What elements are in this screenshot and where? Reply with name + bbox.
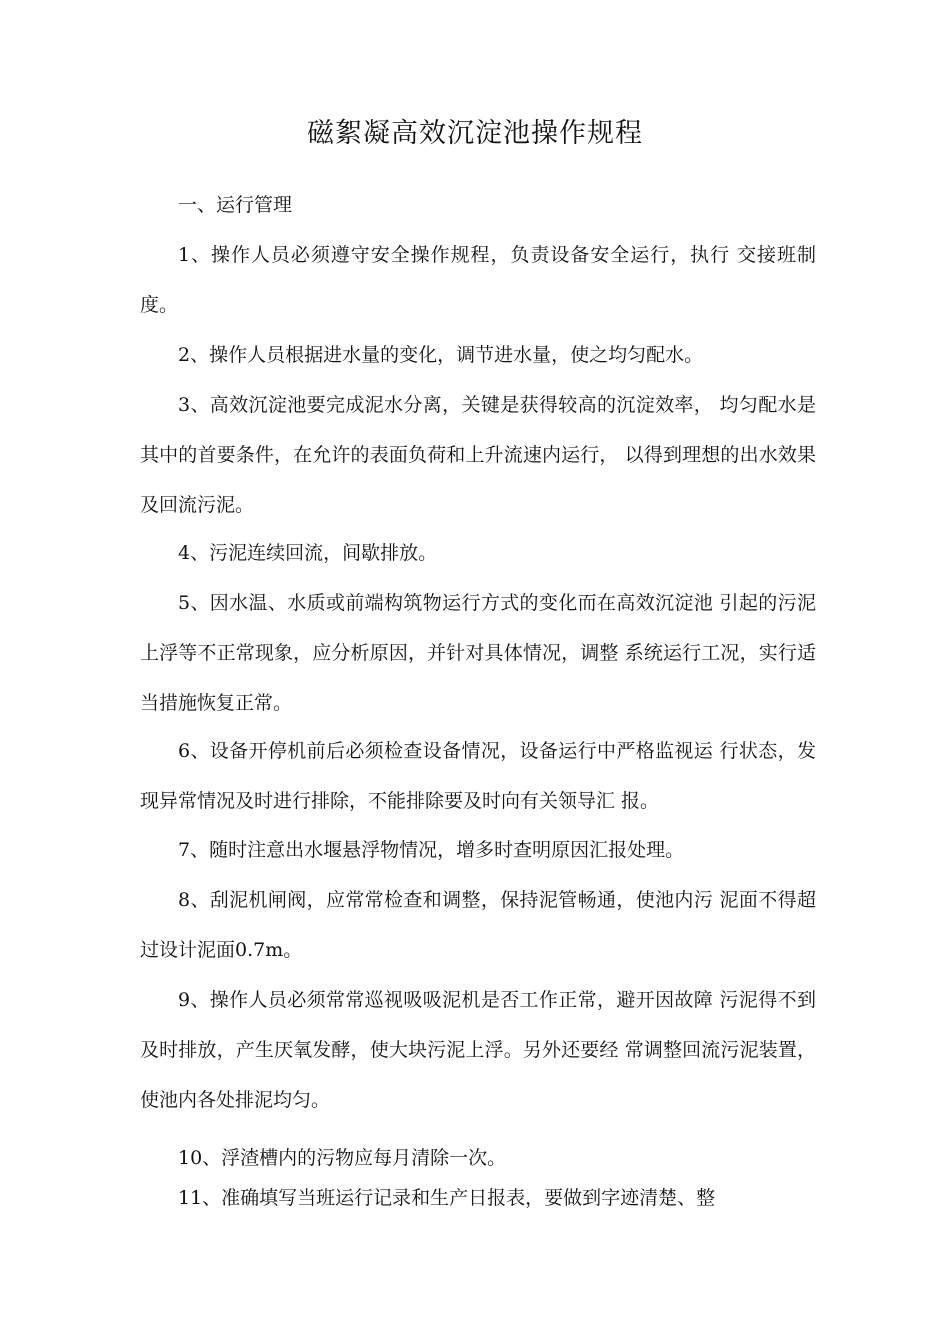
paragraph-item-9: 9、操作人员必须常常巡视吸吸泥机是否工作正常，避开因故障 污泥得不到及时排放，产生厌氧发酵，使大块污泥上浮。另外还要经 常调整回流污泥装置，使池内各处排泥均匀。 [140,989,816,1111]
paragraph-item-10: 10、浮渣槽内的污物应每月清除一次。 [178,1147,507,1169]
paragraph-item-2: 2、操作人员根据进水量的变化，调节进水量，使之均匀配水。 [178,344,704,366]
paragraph-item-8: 8、刮泥机闸阀，应常常检查和调整，保持泥管畅通，使池内污 泥面不得超过设计泥面0.7m。 [140,889,816,961]
section-heading: 一、运行管理 [178,194,293,216]
paragraph-item-3: 3、高效沉淀池要完成泥水分离，关键是获得较高的沉淀效率， 均匀配水是其中的首要条件，在允许的表面负荷和上升流速内运行， 以得到理想的出水效果及回流污泥。 [140,394,816,516]
paragraph-item-5: 5、因水温、水质或前端构筑物运行方式的变化而在高效沉淀池 引起的污泥上浮等不正常现象，应分析原因，并针对具体情况，调整 系统运行工况，实行适当措施恢复正常。 [140,592,816,714]
paragraph-item-11: 11、准确填写当班运行记录和生产日报表，要做到字迹清楚、整 [178,1187,716,1209]
paragraph-item-4: 4、污泥连续回流，间歇排放。 [178,542,438,564]
paragraph-item-7: 7、随时注意出水堰悬浮物情况，增多时查明原因汇报处理。 [178,839,685,861]
document-title: 磁絮凝高效沉淀池操作规程 [307,118,643,149]
paragraph-item-6: 6、设备开停机前后必须检查设备情况，设备运行中严格监视运 行状态，发现异常情况及时进行排除，不能排除要及时向有关领导汇 报。 [140,740,816,812]
paragraph-item-1: 1、操作人员必须遵守安全操作规程，负责设备安全运行，执行 交接班制度。 [140,244,816,316]
